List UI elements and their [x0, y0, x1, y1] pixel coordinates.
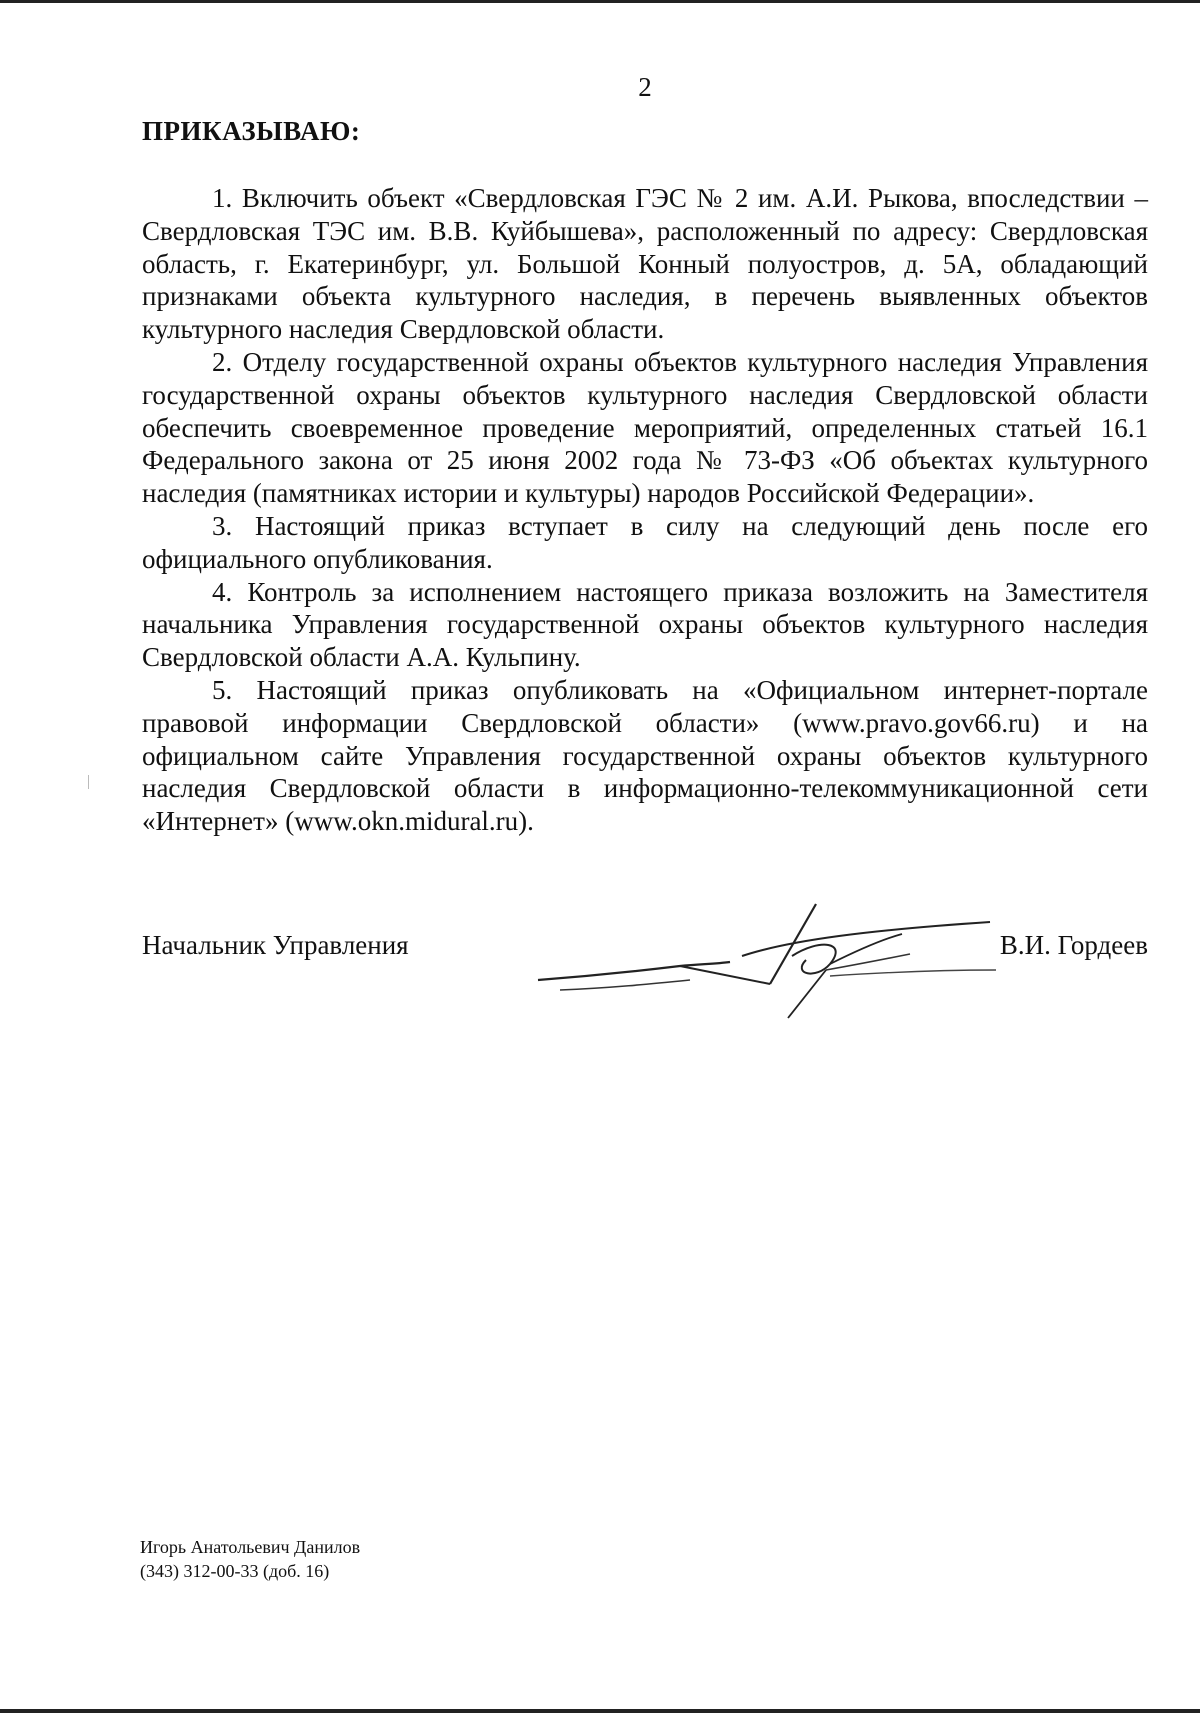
executor-info — [140, 1535, 360, 1583]
executor-phone: (343) 312-00-33 (доб. 16) — [140, 1561, 330, 1581]
executor-name: Игорь Анатольевич Данилов — [140, 1537, 361, 1557]
signatory-position: Начальник Управления — [142, 930, 409, 960]
top-border-line — [0, 0, 1200, 3]
page-number: 2 — [638, 72, 652, 102]
signatory-name: В.И. Гордеев — [999, 930, 1148, 960]
order-item-3: 3. Настоящий приказ вступает в силу на следующий день после его официального опубликования. — [142, 510, 1148, 574]
order-item-1: 1. Включить объект «Свердловская ГЭС № 2 им. А.И. Рыкова, впоследствии – Свердловская ТЭС им. В.В. Куйбышева», расположенный по адресу: Свердловская область, г. Екатеринбург, ул. Большой Конный полуостров, д. 5А, обладающий признаками объекта культурного наследия, в перечень выявленных объектов культурного наследия Свердловской области. — [142, 183, 1148, 345]
handwritten-signature-icon — [530, 894, 1050, 1034]
order-item-5: 5. Настоящий приказ опубликовать на «Официальном интернет-портале правовой информации Свердловской области» (www.pravo.gov66.ru) и на официальном сайте Управления государственной охраны объектов культурного наследия Свердловской области в информационно-телекоммуникационной сети «Интернет» (www.okn.midural.ru). — [142, 674, 1148, 837]
scan-artifact-mark — [88, 775, 89, 789]
bottom-border-line — [0, 1709, 1200, 1713]
order-item-4: 4. Контроль за исполнением настоящего приказа возложить на Заместителя начальника Управления государственной охраны объектов культурного наследия Свердловской области А.А. Кульпину. — [142, 576, 1148, 673]
order-item-2: 2. Отделу государственной охраны объектов культурного наследия Управления государственной охраны объектов культурного наследия Свердловской области обеспечить своевременное проведение мероприятий, определенных статьей 16.1 Федерального закона от 25 июня 2002 года № 73-ФЗ «Об объектах культурного наследия (памятниках истории и культуры) народов Российской Федерации». — [142, 346, 1148, 509]
order-body — [142, 182, 1148, 838]
signature-block — [142, 930, 1148, 990]
order-heading: ПРИКАЗЫВАЮ: — [142, 116, 361, 146]
